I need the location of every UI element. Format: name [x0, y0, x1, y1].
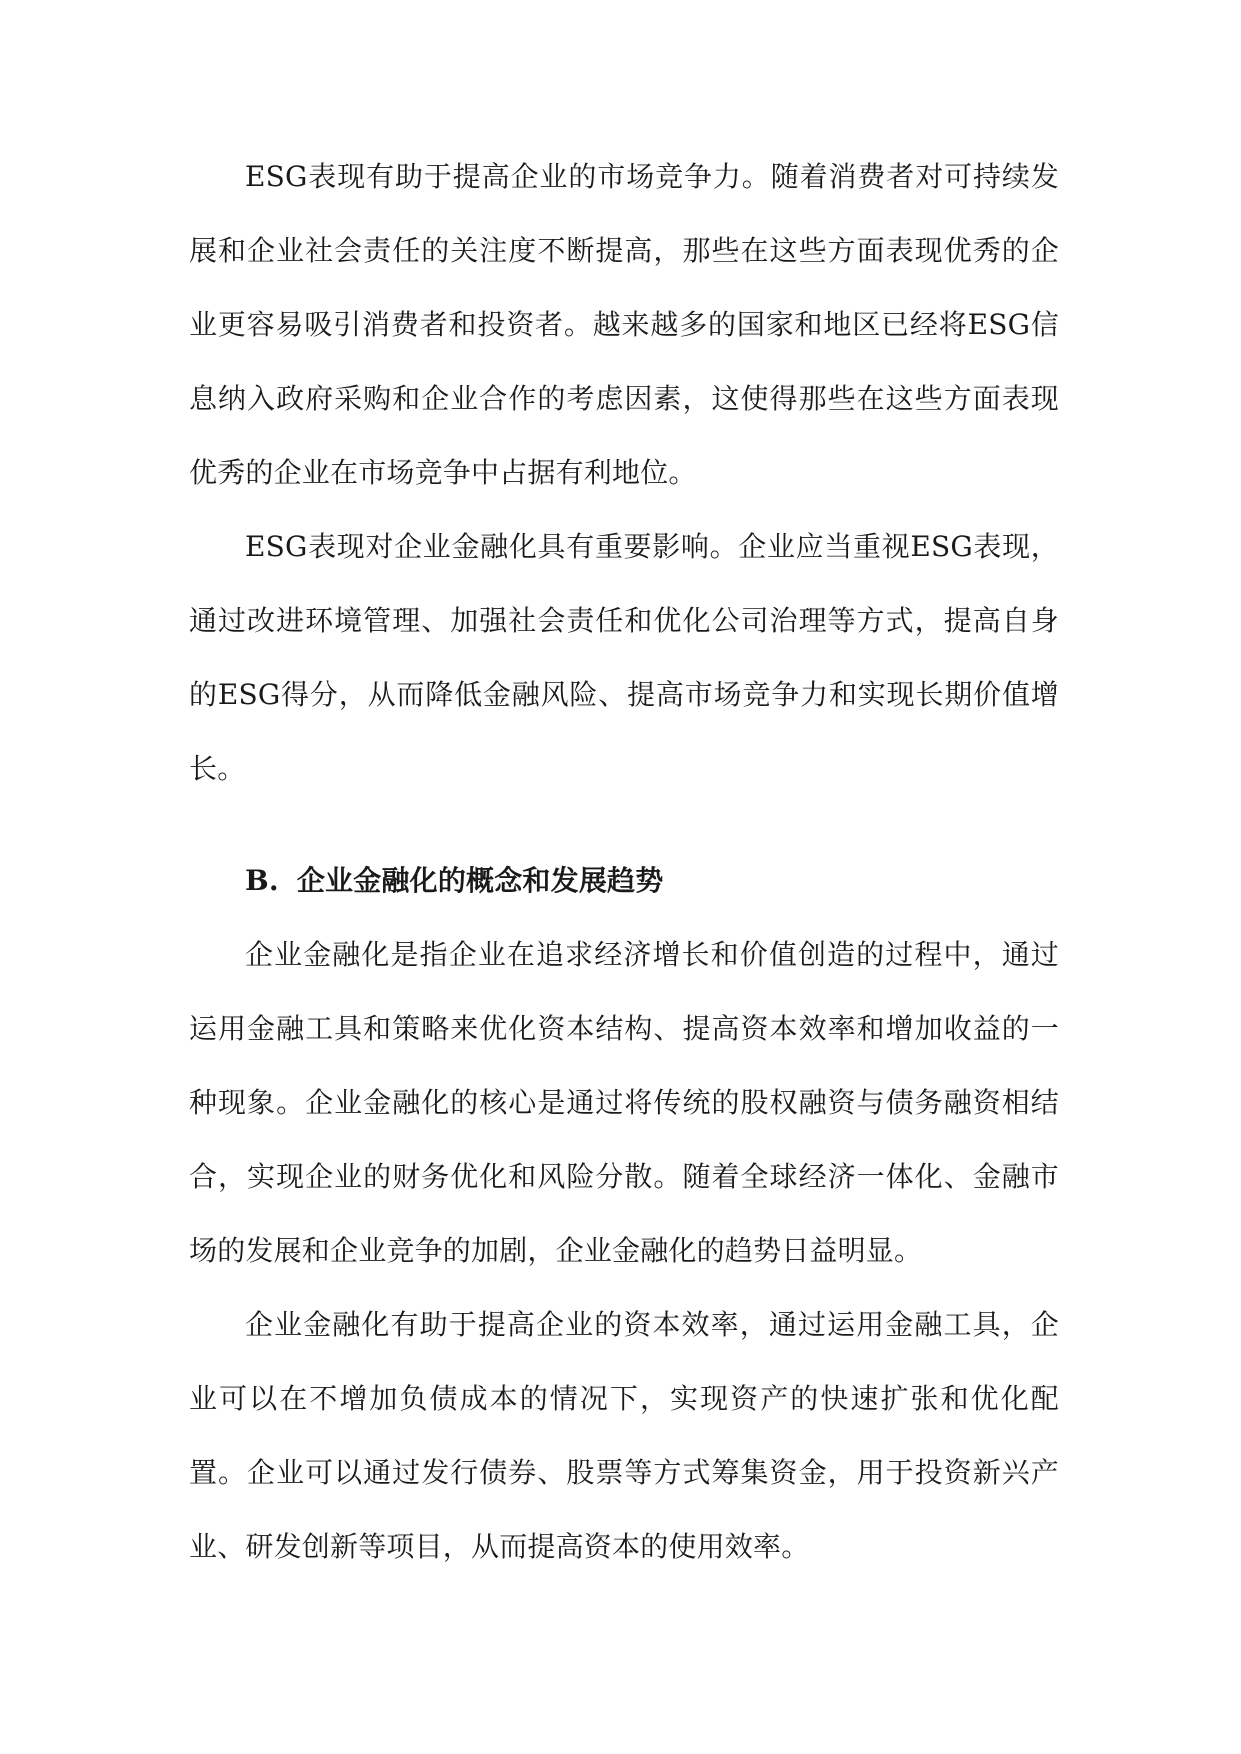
section-heading [189, 806, 1059, 918]
paragraph-financialization-concept: 企业金融化是指企业在追求经济增长和价值创造的过程中，通过运用金融工具和策略来优化资本结构、提高资本效率和增加收益的一种现象。企业金融化的核心是通过将传统的股权融资与债务融资相结合，实现企业的财务优化和风险分散。随着全球经济一体化、金融市场的发展和企业竞争的加剧，企业金融化的趋势日益明显。 [189, 938, 1059, 1267]
paragraph-esg-impact: ESG表现对企业金融化具有重要影响。企业应当重视ESG表现，通过改进环境管理、加强社会责任和优化公司治理等方式，提高自身的ESG得分，从而降低金融风险、提高市场竞争力和实现长期价值增长。 [189, 530, 1059, 785]
section-number: B. [245, 864, 279, 897]
paragraph-esg-competitiveness: ESG表现有助于提高企业的市场竞争力。随着消费者对可持续发展和企业社会责任的关注度不断提高，那些在这些方面表现优秀的企业更容易吸引消费者和投资者。越来越多的国家和地区已经将ESG信息纳入政府采购和企业合作的考虑因素，这使得那些在这些方面表现优秀的企业在市场竞争中占据有利地位。 [189, 160, 1059, 489]
document-page [189, 140, 1059, 1584]
section-title: 企业金融化的概念和发展趋势 [296, 864, 664, 897]
paragraph-financialization-efficiency: 企业金融化有助于提高企业的资本效率，通过运用金融工具，企业可以在不增加负债成本的情况下，实现资产的快速扩张和优化配置。企业可以通过发行债券、股票等方式筹集资金，用于投资新兴产业、研发创新等项目，从而提高资本的使用效率。 [189, 1308, 1059, 1563]
